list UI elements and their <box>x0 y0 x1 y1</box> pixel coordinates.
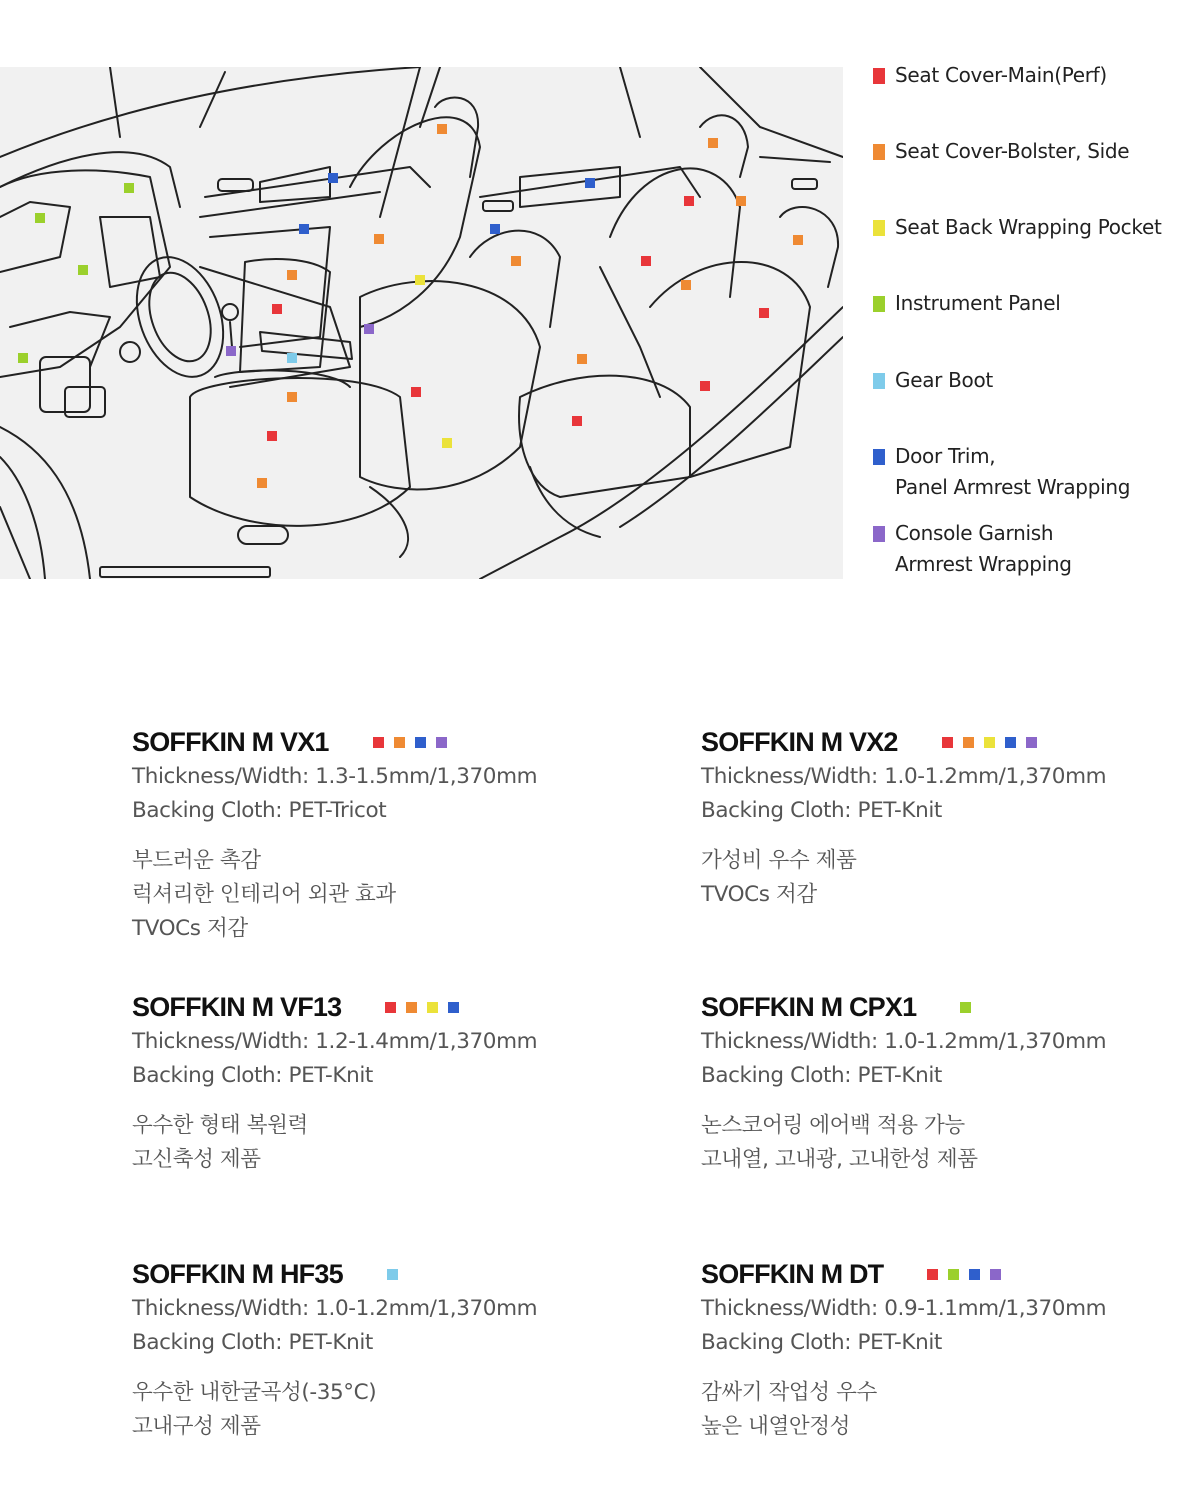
feature-line: 고신축성 제품 <box>132 1147 261 1172</box>
color-swatch <box>984 737 995 748</box>
marker-seat-main <box>759 308 769 318</box>
legend-label: Door Trim, Panel Armrest Wrapping <box>895 444 1131 499</box>
product-features <box>132 1376 602 1444</box>
product-swatches <box>942 737 1047 748</box>
legend-item-gear-boot <box>873 365 993 396</box>
legend-swatch <box>873 526 885 542</box>
feature-line: 우수한 형태 복원력 <box>132 1113 308 1138</box>
color-swatch <box>948 1269 959 1280</box>
marker-seat-main <box>684 196 694 206</box>
product-name: SOFFKIN M VX1 <box>132 726 329 757</box>
legend-label: Console Garnish Armrest Wrapping <box>895 521 1072 576</box>
product-backing: Backing Cloth: PET-Knit <box>701 1330 942 1355</box>
marker-seat-main <box>700 381 710 391</box>
product-vf13 <box>132 989 602 1177</box>
color-swatch <box>927 1269 938 1280</box>
color-swatch <box>387 1269 398 1280</box>
feature-line: 우수한 내한굴곡성(-35°C) <box>132 1380 377 1405</box>
feature-line: TVOCs 저감 <box>701 882 817 907</box>
car-interior-diagram <box>0 67 843 579</box>
product-backing: Backing Cloth: PET-Knit <box>132 1063 373 1088</box>
marker-gear-boot <box>287 353 297 363</box>
color-swatch <box>415 737 426 748</box>
feature-line: 고내구성 제품 <box>132 1414 261 1439</box>
marker-door-trim <box>328 173 338 183</box>
legend-swatch <box>873 144 885 160</box>
product-swatches <box>927 1269 1011 1280</box>
marker-console-garnish <box>364 324 374 334</box>
color-swatch <box>406 1002 417 1013</box>
legend-item-console-garnish <box>873 518 1072 580</box>
legend-swatch <box>873 68 885 84</box>
product-title-row <box>132 1256 602 1292</box>
color-swatch <box>385 1002 396 1013</box>
marker-seat-bolster <box>511 256 521 266</box>
feature-line: TVOCs 저감 <box>132 916 248 941</box>
color-swatch <box>436 737 447 748</box>
legend-swatch <box>873 373 885 389</box>
product-thickness: Thickness/Width: 1.0-1.2mm/1,370mm <box>701 764 1107 789</box>
product-dt <box>701 1256 1171 1444</box>
marker-seat-bolster <box>287 392 297 402</box>
color-swatch <box>1026 737 1037 748</box>
marker-seat-bolster <box>793 235 803 245</box>
product-swatches <box>385 1002 469 1013</box>
product-hf35 <box>132 1256 602 1444</box>
legend-label: Instrument Panel <box>895 291 1061 315</box>
feature-line: 논스코어링 에어백 적용 가능 <box>701 1113 965 1138</box>
product-thickness: Thickness/Width: 1.3-1.5mm/1,370mm <box>132 764 538 789</box>
product-features <box>701 844 1171 912</box>
product-features <box>701 1109 1171 1177</box>
product-thickness: Thickness/Width: 1.0-1.2mm/1,370mm <box>701 1029 1107 1054</box>
marker-seat-bolster <box>374 234 384 244</box>
legend-swatch <box>873 449 885 465</box>
color-swatch <box>990 1269 1001 1280</box>
marker-seat-bolster <box>681 280 691 290</box>
legend-item-seat-back-pocket <box>873 212 1162 243</box>
marker-console-garnish <box>226 346 236 356</box>
product-name: SOFFKIN M HF35 <box>132 1258 343 1289</box>
product-swatches <box>373 737 457 748</box>
marker-seat-main <box>272 304 282 314</box>
product-cpx1 <box>701 989 1171 1177</box>
product-features <box>132 1109 602 1177</box>
marker-seat-main <box>267 431 277 441</box>
color-swatch <box>448 1002 459 1013</box>
product-swatches <box>387 1269 408 1280</box>
product-features <box>132 844 602 946</box>
marker-door-trim <box>299 224 309 234</box>
product-name: SOFFKIN M CPX1 <box>701 991 917 1022</box>
legend-item-door-trim <box>873 441 1130 503</box>
product-thickness: Thickness/Width: 0.9-1.1mm/1,370mm <box>701 1296 1107 1321</box>
product-title-row <box>701 1256 1171 1292</box>
product-swatches <box>960 1002 981 1013</box>
product-thickness: Thickness/Width: 1.0-1.2mm/1,370mm <box>132 1296 538 1321</box>
color-swatch <box>1005 737 1016 748</box>
product-name: SOFFKIN M VF13 <box>132 991 342 1022</box>
legend-item-seat-bolster <box>873 136 1129 167</box>
product-features <box>701 1376 1171 1444</box>
product-vx1 <box>132 724 602 946</box>
marker-seat-bolster <box>257 478 267 488</box>
color-swatch <box>963 737 974 748</box>
marker-seat-back-pocket <box>415 275 425 285</box>
color-swatch <box>427 1002 438 1013</box>
color-swatch <box>373 737 384 748</box>
marker-seat-bolster <box>708 138 718 148</box>
marker-door-trim <box>585 178 595 188</box>
legend-label: Gear Boot <box>895 368 993 392</box>
marker-seat-bolster <box>736 196 746 206</box>
marker-instrument-panel <box>18 353 28 363</box>
product-title-row <box>132 989 602 1025</box>
marker-seat-back-pocket <box>442 438 452 448</box>
product-title-row <box>132 724 602 760</box>
product-backing: Backing Cloth: PET-Knit <box>701 798 942 823</box>
legend-label: Seat Back Wrapping Pocket <box>895 215 1162 239</box>
product-backing: Backing Cloth: PET-Tricot <box>132 798 387 823</box>
color-swatch <box>394 737 405 748</box>
legend-item-instrument-panel <box>873 288 1061 319</box>
legend-item-seat-main <box>873 60 1107 91</box>
feature-line: 감싸기 작업성 우수 <box>701 1380 877 1405</box>
marker-door-trim <box>490 224 500 234</box>
marker-instrument-panel <box>35 213 45 223</box>
marker-seat-main <box>572 416 582 426</box>
legend-label: Seat Cover-Bolster, Side <box>895 139 1130 163</box>
product-backing: Backing Cloth: PET-Knit <box>701 1063 942 1088</box>
product-thickness: Thickness/Width: 1.2-1.4mm/1,370mm <box>132 1029 538 1054</box>
color-swatch <box>942 737 953 748</box>
feature-line: 부드러운 촉감 <box>132 848 261 873</box>
marker-instrument-panel <box>78 265 88 275</box>
color-swatch <box>969 1269 980 1280</box>
marker-seat-main <box>641 256 651 266</box>
marker-seat-bolster <box>437 124 447 134</box>
legend-swatch <box>873 220 885 236</box>
feature-line: 가성비 우수 제품 <box>701 848 857 873</box>
product-backing: Backing Cloth: PET-Knit <box>132 1330 373 1355</box>
legend-label: Seat Cover-Main(Perf) <box>895 63 1107 87</box>
feature-line: 럭셔리한 인테리어 외관 효과 <box>132 882 396 907</box>
legend-swatch <box>873 296 885 312</box>
product-vx2 <box>701 724 1171 912</box>
marker-seat-bolster <box>287 270 297 280</box>
feature-line: 높은 내열안정성 <box>701 1414 851 1439</box>
marker-instrument-panel <box>124 183 134 193</box>
product-name: SOFFKIN M VX2 <box>701 726 898 757</box>
product-title-row <box>701 724 1171 760</box>
product-title-row <box>701 989 1171 1025</box>
marker-seat-main <box>411 387 421 397</box>
color-swatch <box>960 1002 971 1013</box>
feature-line: 고내열, 고내광, 고내한성 제품 <box>701 1147 978 1172</box>
product-name: SOFFKIN M DT <box>701 1258 884 1289</box>
marker-seat-bolster <box>577 354 587 364</box>
